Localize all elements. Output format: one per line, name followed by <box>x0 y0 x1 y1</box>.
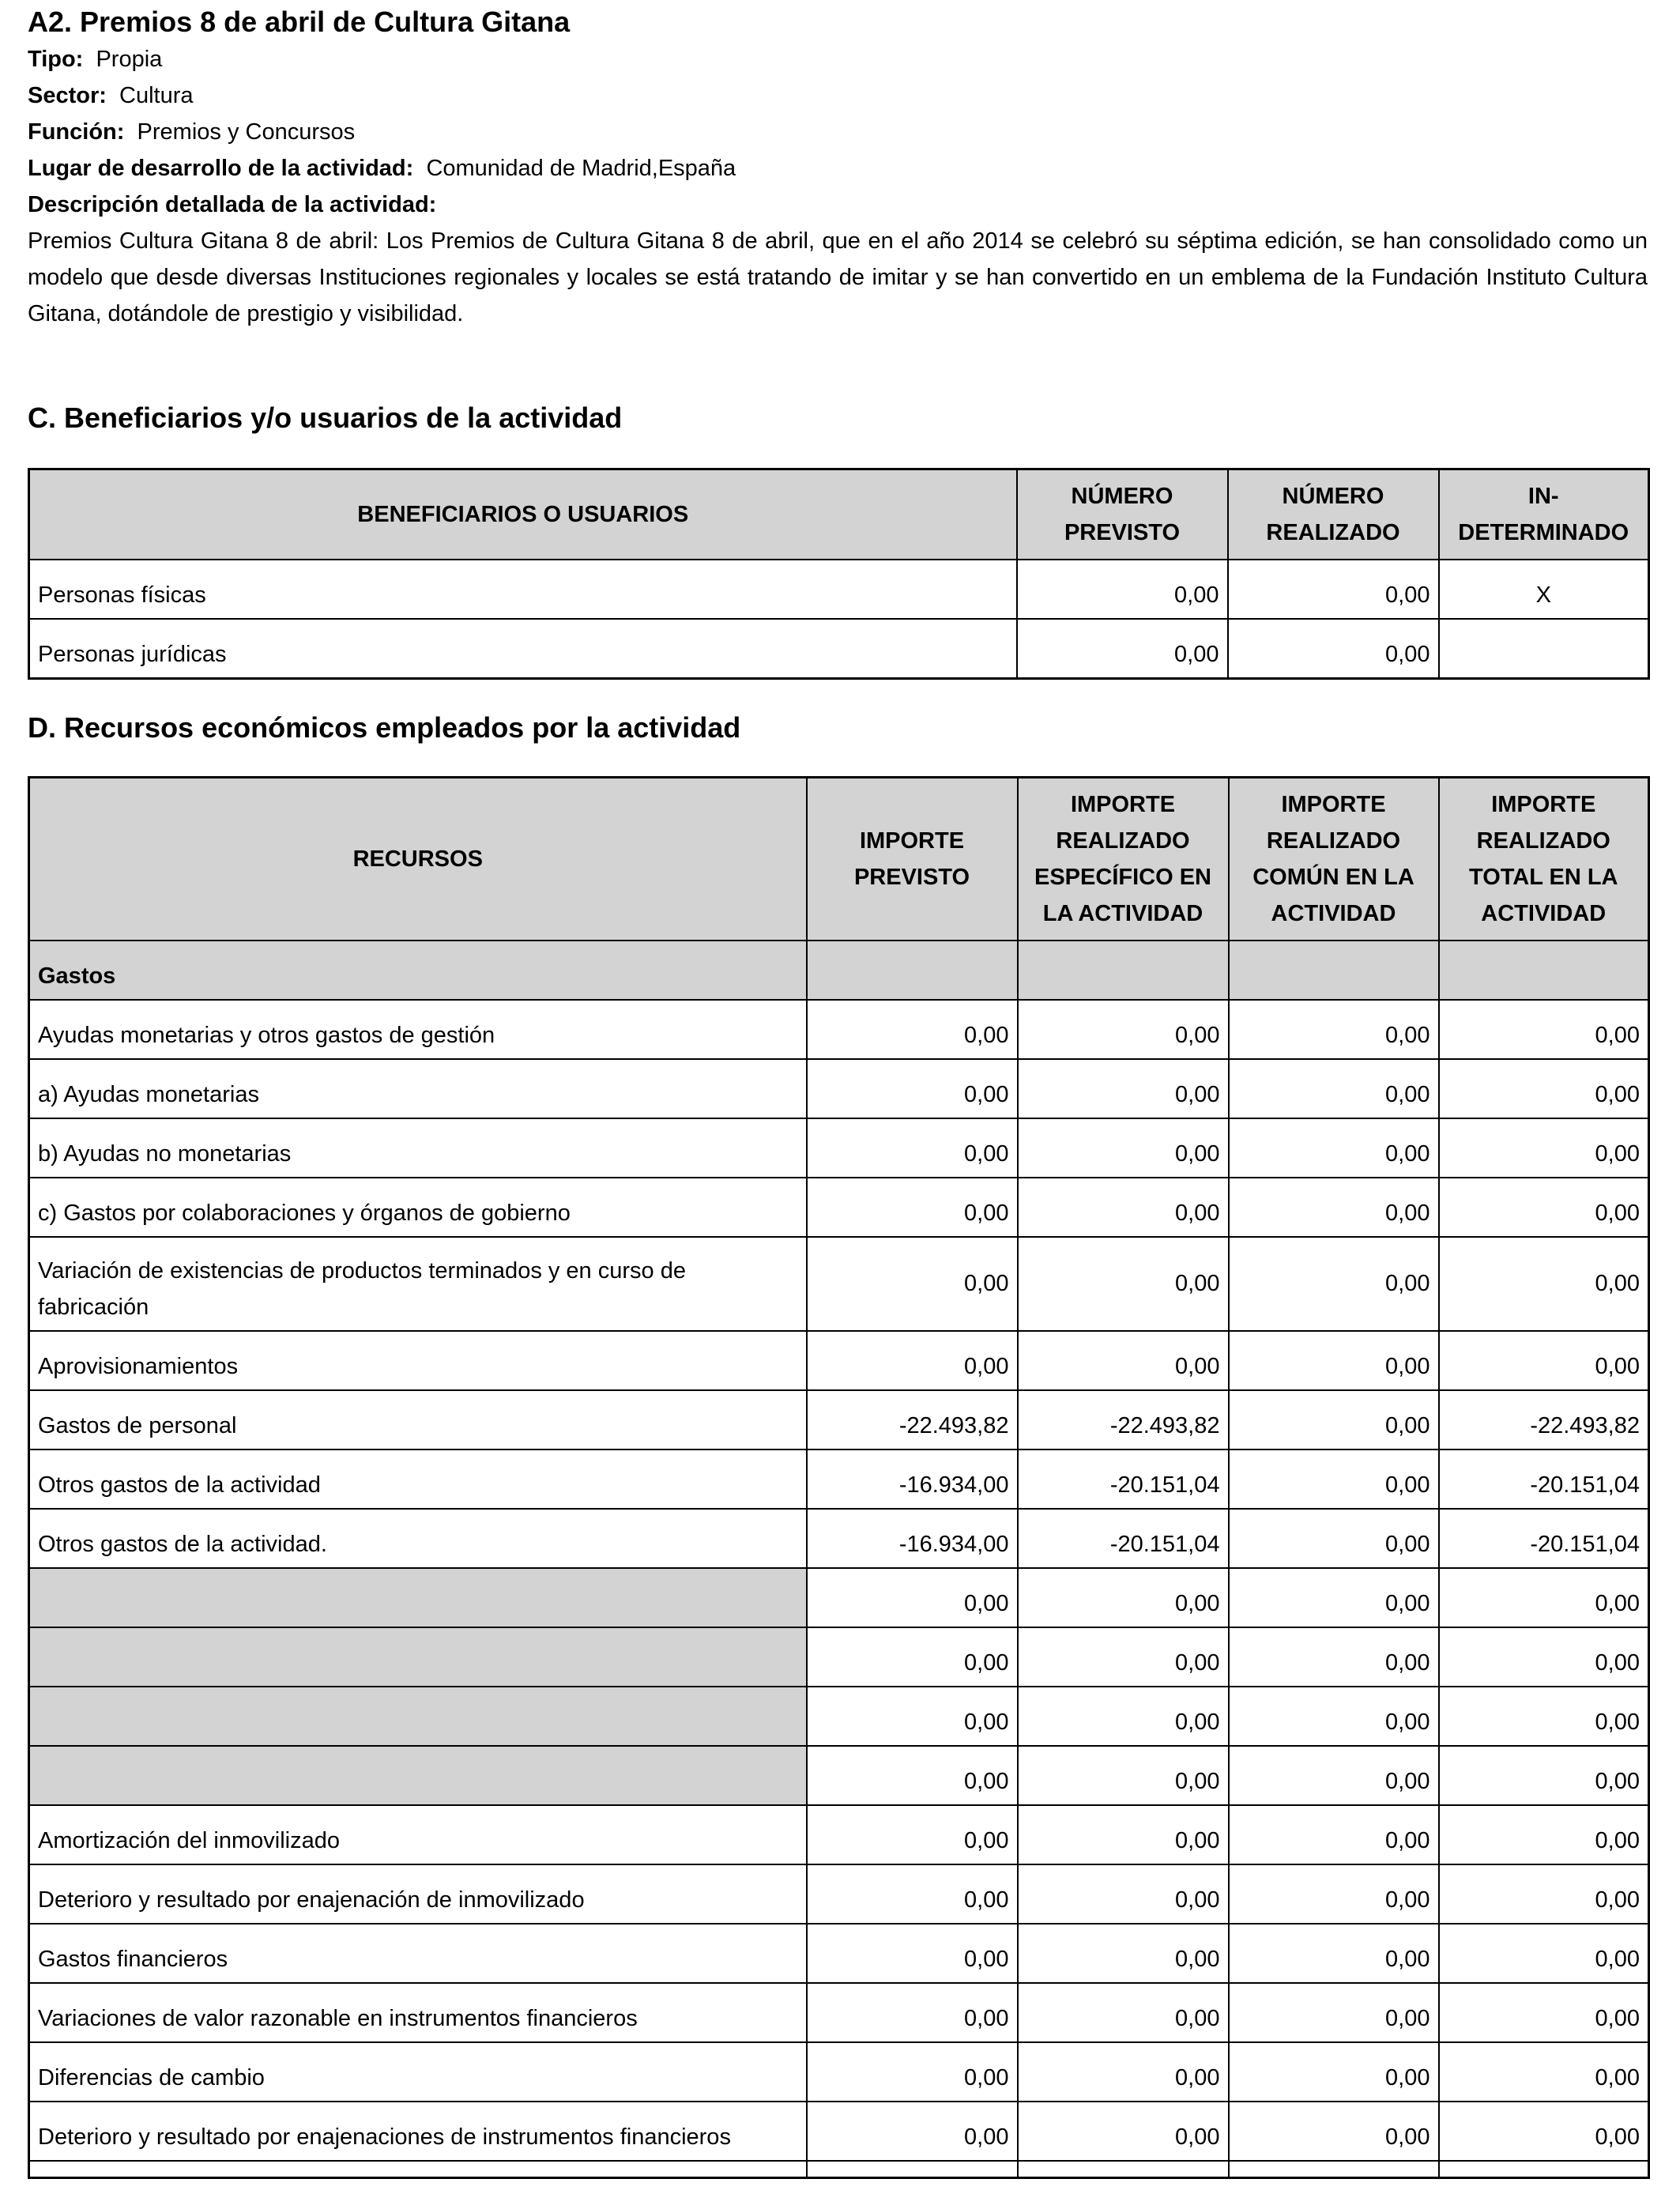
group-cell <box>807 941 1018 1000</box>
cell-realizado: 0,00 <box>1228 619 1439 679</box>
row-label: b) Ayudas no monetarias <box>29 1118 807 1178</box>
field-lugar <box>28 150 1648 187</box>
field-value: Cultura <box>119 83 194 108</box>
cell-importe-comun: 0,00 <box>1229 1509 1439 1568</box>
field-funcion <box>28 114 1648 150</box>
cell-importe-previsto: 0,00 <box>807 1237 1018 1331</box>
table-row <box>29 1509 1649 1568</box>
cell-realizado: 0,00 <box>1228 560 1439 619</box>
field-sector <box>28 77 1648 114</box>
cell-importe-especifico: 0,00 <box>1018 1864 1229 1924</box>
section-d-title: D. Recursos económicos empleados por la actividad <box>28 711 741 744</box>
table-row <box>29 1449 1649 1509</box>
row-label: Personas físicas <box>29 560 1017 619</box>
cell-importe-especifico: 0,00 <box>1018 1237 1229 1331</box>
cell-importe-total: 0,00 <box>1439 1864 1649 1924</box>
cell-importe-comun: 0,00 <box>1229 1390 1439 1449</box>
field-tipo <box>28 41 1648 77</box>
cell-importe-total: 0,00 <box>1439 1331 1649 1390</box>
cell-previsto: 0,00 <box>1017 560 1228 619</box>
cell-importe-comun: 0,00 <box>1229 1059 1439 1118</box>
cell-importe-especifico: -22.493,82 <box>1018 1390 1229 1449</box>
row-label: Aprovisionamientos <box>29 1331 807 1390</box>
cell-importe-total: -20.151,04 <box>1439 1509 1649 1568</box>
cell-indeterminado: X <box>1439 560 1649 619</box>
cell-previsto: 0,00 <box>1017 619 1228 679</box>
cell-importe-total: 0,00 <box>1439 1059 1649 1118</box>
table-row <box>29 1924 1649 1983</box>
field-value: Propia <box>96 47 163 72</box>
field-key: Función: <box>28 119 125 145</box>
cell-importe-previsto: 0,00 <box>807 1118 1018 1178</box>
col-header-numero-previsto: NÚMERO PREVISTO <box>1017 469 1228 560</box>
table-header-row <box>29 469 1649 560</box>
cell-importe-previsto: 0,00 <box>807 1983 1018 2042</box>
table-row <box>29 1746 1649 1805</box>
group-cell <box>1229 941 1439 1000</box>
table-row <box>29 1627 1649 1687</box>
cell-importe-total: 0,00 <box>1439 2102 1649 2161</box>
col-header-beneficiarios: BENEFICIARIOS O USUARIOS <box>29 469 1017 560</box>
cell-importe-previsto: 0,00 <box>807 1059 1018 1118</box>
table-row <box>29 2102 1649 2161</box>
col-header-importe-total: IMPORTE REALIZADO TOTAL EN LA ACTIVIDAD <box>1439 778 1649 941</box>
row-label: Amortización del inmovilizado <box>29 1805 807 1864</box>
cell-importe-previsto: 0,00 <box>807 1924 1018 1983</box>
cell-importe-total: 0,00 <box>1439 1687 1649 1746</box>
table-row <box>29 1687 1649 1746</box>
cell-importe-especifico: 0,00 <box>1018 1000 1229 1059</box>
cell-importe-previsto: 0,00 <box>807 1746 1018 1805</box>
cell-importe-comun: 0,00 <box>1229 1805 1439 1864</box>
cell-importe-previsto: 0,00 <box>807 1000 1018 1059</box>
table-row <box>29 1059 1649 1118</box>
table-row <box>29 1237 1649 1331</box>
cell-importe-comun: 0,00 <box>1229 1864 1439 1924</box>
cell-importe-total: 0,00 <box>1439 1237 1649 1331</box>
cell-importe-comun: 0,00 <box>1229 1331 1439 1390</box>
footer-cell <box>1229 2161 1439 2178</box>
col-header-recursos: RECURSOS <box>29 778 807 941</box>
table-row <box>29 1390 1649 1449</box>
table-row <box>29 2042 1649 2102</box>
group-row-gastos <box>29 941 1649 1000</box>
row-label: Ayudas monetarias y otros gastos de gestión <box>29 1000 807 1059</box>
row-label <box>29 1627 807 1687</box>
cell-importe-comun: 0,00 <box>1229 1746 1439 1805</box>
row-label <box>29 1687 807 1746</box>
document-page <box>28 0 1648 2150</box>
table-row <box>29 560 1649 619</box>
cell-importe-total: 0,00 <box>1439 1983 1649 2042</box>
cell-importe-especifico: 0,00 <box>1018 1568 1229 1627</box>
cell-importe-total: -22.493,82 <box>1439 1390 1649 1449</box>
cell-importe-comun: 0,00 <box>1229 1924 1439 1983</box>
cell-importe-especifico: 0,00 <box>1018 1924 1229 1983</box>
cell-importe-previsto: -16.934,00 <box>807 1509 1018 1568</box>
row-label: Variación de existencias de productos terminados y en curso de fabricación <box>29 1237 807 1331</box>
cell-importe-total: 0,00 <box>1439 1746 1649 1805</box>
cell-importe-especifico: 0,00 <box>1018 2042 1229 2102</box>
cell-importe-comun: 0,00 <box>1229 2042 1439 2102</box>
field-key: Sector: <box>28 83 107 108</box>
cell-importe-previsto: 0,00 <box>807 1864 1018 1924</box>
col-header-importe-previsto: IMPORTE PREVISTO <box>807 778 1018 941</box>
cell-importe-comun: 0,00 <box>1229 2102 1439 2161</box>
row-label: Deterioro y resultado por enajenación de inmovilizado <box>29 1864 807 1924</box>
cell-importe-comun: 0,00 <box>1229 1568 1439 1627</box>
row-label: a) Ayudas monetarias <box>29 1059 807 1118</box>
footer-cell <box>1439 2161 1649 2178</box>
row-label: c) Gastos por colaboraciones y órganos de gobierno <box>29 1178 807 1237</box>
field-key: Lugar de desarrollo de la actividad: <box>28 156 414 181</box>
cell-importe-total: 0,00 <box>1439 1000 1649 1059</box>
description-label: Descripción detallada de la actividad: <box>28 192 437 217</box>
cell-importe-comun: 0,00 <box>1229 1687 1439 1746</box>
cell-importe-comun: 0,00 <box>1229 1000 1439 1059</box>
cell-importe-previsto: 0,00 <box>807 1627 1018 1687</box>
cell-importe-comun: 0,00 <box>1229 1118 1439 1178</box>
row-label <box>29 1746 807 1805</box>
row-label: Otros gastos de la actividad <box>29 1449 807 1509</box>
cell-importe-previsto: 0,00 <box>807 1178 1018 1237</box>
field-value: Comunidad de Madrid,España <box>426 156 736 181</box>
table-row <box>29 1331 1649 1390</box>
row-label: Gastos de personal <box>29 1390 807 1449</box>
col-header-importe-especifico: IMPORTE REALIZADO ESPECÍFICO EN LA ACTIVIDAD <box>1018 778 1229 941</box>
group-cell <box>1439 941 1649 1000</box>
field-key: Tipo: <box>28 47 84 72</box>
resources-table-body <box>29 1000 1649 2161</box>
row-label: Personas jurídicas <box>29 619 1017 679</box>
field-value: Premios y Concursos <box>137 119 356 145</box>
table-row <box>29 1178 1649 1237</box>
col-header-numero-realizado: NÚMERO REALIZADO <box>1228 469 1439 560</box>
cell-importe-previsto: 0,00 <box>807 1331 1018 1390</box>
cell-importe-especifico: -20.151,04 <box>1018 1449 1229 1509</box>
cell-importe-comun: 0,00 <box>1229 1237 1439 1331</box>
cell-importe-comun: 0,00 <box>1229 1983 1439 2042</box>
cell-importe-total: 0,00 <box>1439 1627 1649 1687</box>
cell-importe-especifico: 0,00 <box>1018 1983 1229 2042</box>
table-footer-row <box>29 2161 1649 2178</box>
cell-importe-especifico: 0,00 <box>1018 1687 1229 1746</box>
row-label <box>29 1568 807 1627</box>
cell-importe-comun: 0,00 <box>1229 1627 1439 1687</box>
group-cell <box>1018 941 1229 1000</box>
cell-importe-total: 0,00 <box>1439 1805 1649 1864</box>
cell-importe-comun: 0,00 <box>1229 1449 1439 1509</box>
cell-importe-previsto: 0,00 <box>807 1687 1018 1746</box>
cell-importe-total: 0,00 <box>1439 1568 1649 1627</box>
cell-importe-especifico: 0,00 <box>1018 1178 1229 1237</box>
table-row <box>29 1000 1649 1059</box>
table-row <box>29 1118 1649 1178</box>
footer-cell <box>29 2161 807 2178</box>
cell-importe-especifico: 0,00 <box>1018 1331 1229 1390</box>
cell-importe-previsto: 0,00 <box>807 2102 1018 2161</box>
table-row <box>29 1983 1649 2042</box>
cell-importe-previsto: 0,00 <box>807 1568 1018 1627</box>
cell-importe-especifico: -20.151,04 <box>1018 1509 1229 1568</box>
row-label: Deterioro y resultado por enajenaciones de instrumentos financieros <box>29 2102 807 2161</box>
section-c-title: C. Beneficiarios y/o usuarios de la actividad <box>28 401 623 434</box>
cell-importe-previsto: 0,00 <box>807 1805 1018 1864</box>
cell-importe-previsto: 0,00 <box>807 2042 1018 2102</box>
beneficiaries-table <box>28 468 1650 680</box>
col-header-indeterminado: IN-DETERMINADO <box>1439 469 1649 560</box>
cell-importe-especifico: 0,00 <box>1018 2102 1229 2161</box>
cell-importe-total: 0,00 <box>1439 1178 1649 1237</box>
group-label: Gastos <box>29 941 807 1000</box>
cell-importe-especifico: 0,00 <box>1018 1059 1229 1118</box>
cell-importe-especifico: 0,00 <box>1018 1805 1229 1864</box>
cell-importe-especifico: 0,00 <box>1018 1627 1229 1687</box>
cell-importe-total: 0,00 <box>1439 1924 1649 1983</box>
table-header-row <box>29 778 1649 941</box>
cell-indeterminado <box>1439 619 1649 679</box>
table-row <box>29 1568 1649 1627</box>
cell-importe-especifico: 0,00 <box>1018 1118 1229 1178</box>
footer-cell <box>807 2161 1018 2178</box>
cell-importe-total: 0,00 <box>1439 1118 1649 1178</box>
row-label: Gastos financieros <box>29 1924 807 1983</box>
cell-importe-comun: 0,00 <box>1229 1178 1439 1237</box>
resources-table <box>28 776 1650 2179</box>
cell-importe-especifico: 0,00 <box>1018 1746 1229 1805</box>
description-text: Premios Cultura Gitana 8 de abril: Los Premios de Cultura Gitana 8 de abril, que en el año 2014 se celebró su séptima edición, se han consolidado como un modelo que desde diversas Instituciones regionales y locales se está tratando de imitar y se han convertido en un emblema de la Fundación Instituto Cultura Gitana, dotándole de prestigio y visibilidad. <box>28 228 1648 326</box>
row-label: Otros gastos de la actividad. <box>29 1509 807 1568</box>
table-row <box>29 619 1649 679</box>
cell-importe-previsto: -16.934,00 <box>807 1449 1018 1509</box>
table-row <box>29 1805 1649 1864</box>
col-header-importe-comun: IMPORTE REALIZADO COMÚN EN LA ACTIVIDAD <box>1229 778 1439 941</box>
activity-title: A2. Premios 8 de abril de Cultura Gitana <box>28 6 571 38</box>
row-label: Variaciones de valor razonable en instrumentos financieros <box>29 1983 807 2042</box>
table-row <box>29 1864 1649 1924</box>
cell-importe-previsto: -22.493,82 <box>807 1390 1018 1449</box>
cell-importe-total: 0,00 <box>1439 2042 1649 2102</box>
row-label: Diferencias de cambio <box>29 2042 807 2102</box>
footer-cell <box>1018 2161 1229 2178</box>
cell-importe-total: -20.151,04 <box>1439 1449 1649 1509</box>
